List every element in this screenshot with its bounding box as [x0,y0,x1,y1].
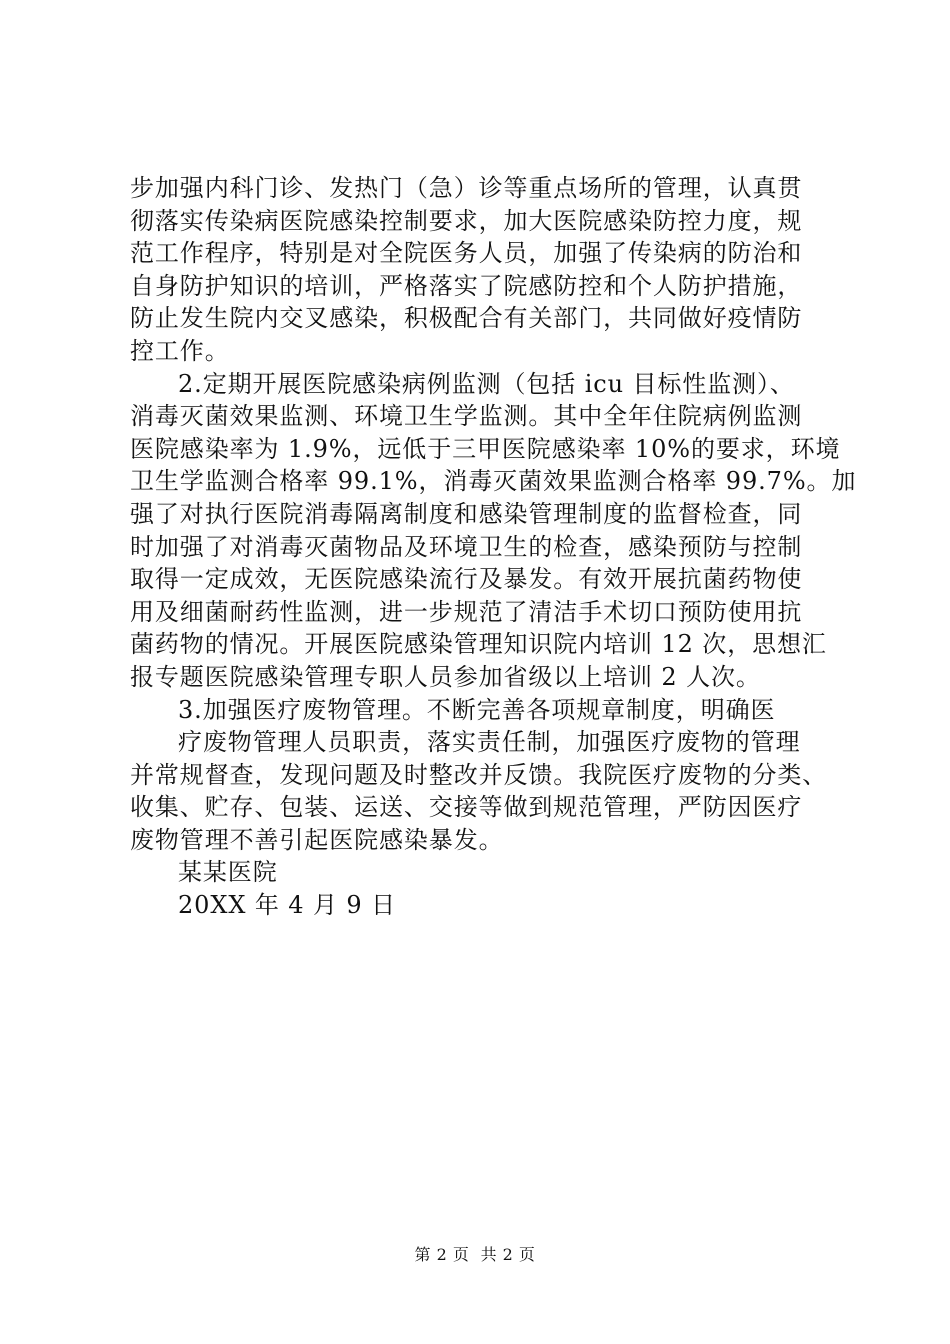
text-line: 疗废物管理人员职责，落实责任制，加强医疗废物的管理 [178,728,801,757]
text-line: 强了对执行医院消毒隔离制度和感染管理制度的监督检查，同 [130,499,803,528]
page-footer: 第 2 页 共 2 页 [414,1245,536,1264]
text-line: 消毒灭菌效果监测、环境卫生学监测。其中全年住院病例监测 [130,402,803,431]
text-line: 步加强内科门诊、发热门（急）诊等重点场所的管理，认真贯 [130,174,803,202]
document-body [130,172,857,922]
text-line: 废物管理不善引起医院感染暴发。 [130,825,504,854]
text-line: 卫生学监测合格率 99.1%，消毒灭菌效果监测合格率 99.7%。加 [130,467,857,496]
text-line: 20XX 年 4 月 9 日 [178,891,396,920]
text-line: 时加强了对消毒灭菌物品及环境卫生的检查，感染预防与控制 [130,532,803,561]
text-line: 用及细菌耐药性监测，进一步规范了清洁手术切口预防使用抗 [130,597,803,626]
text-line: 3.加强医疗废物管理。不断完善各项规章制度，明确医 [178,695,776,724]
text-line: 某某医院 [178,858,278,887]
text-line: 自身防护知识的培训，严格落实了院感防控和个人防护措施， [130,271,803,300]
text-line: 医院感染率为 1.9%，远低于三甲医院感染率 10%的要求，环境 [130,434,841,463]
text-line: 彻落实传染病医院感染控制要求，加大医院感染防控力度，规 [130,206,803,235]
text-line: 收集、贮存、包装、运送、交接等做到规范管理，严防因医疗 [130,793,803,822]
text-line: 2.定期开展医院感染病例监测（包括 icu 目标性监测）、 [178,369,795,398]
text-line: 菌药物的情况。开展医院感染管理知识院内培训 12 次，思想汇 [130,630,827,659]
text-line: 取得一定成效，无医院感染流行及暴发。有效开展抗菌药物使 [130,565,803,594]
text-line: 范工作程序，特别是对全院医务人员，加强了传染病的防治和 [130,239,803,268]
text-line: 并常规督查，发现问题及时整改并反馈。我院医疗废物的分类、 [130,760,828,789]
text-line: 报专题医院感染管理专职人员参加省级以上培训 2 人次。 [130,662,761,691]
text-line: 控工作。 [130,336,230,365]
text-line: 防止发生院内交叉感染，积极配合有关部门，共同做好疫情防 [130,304,803,333]
